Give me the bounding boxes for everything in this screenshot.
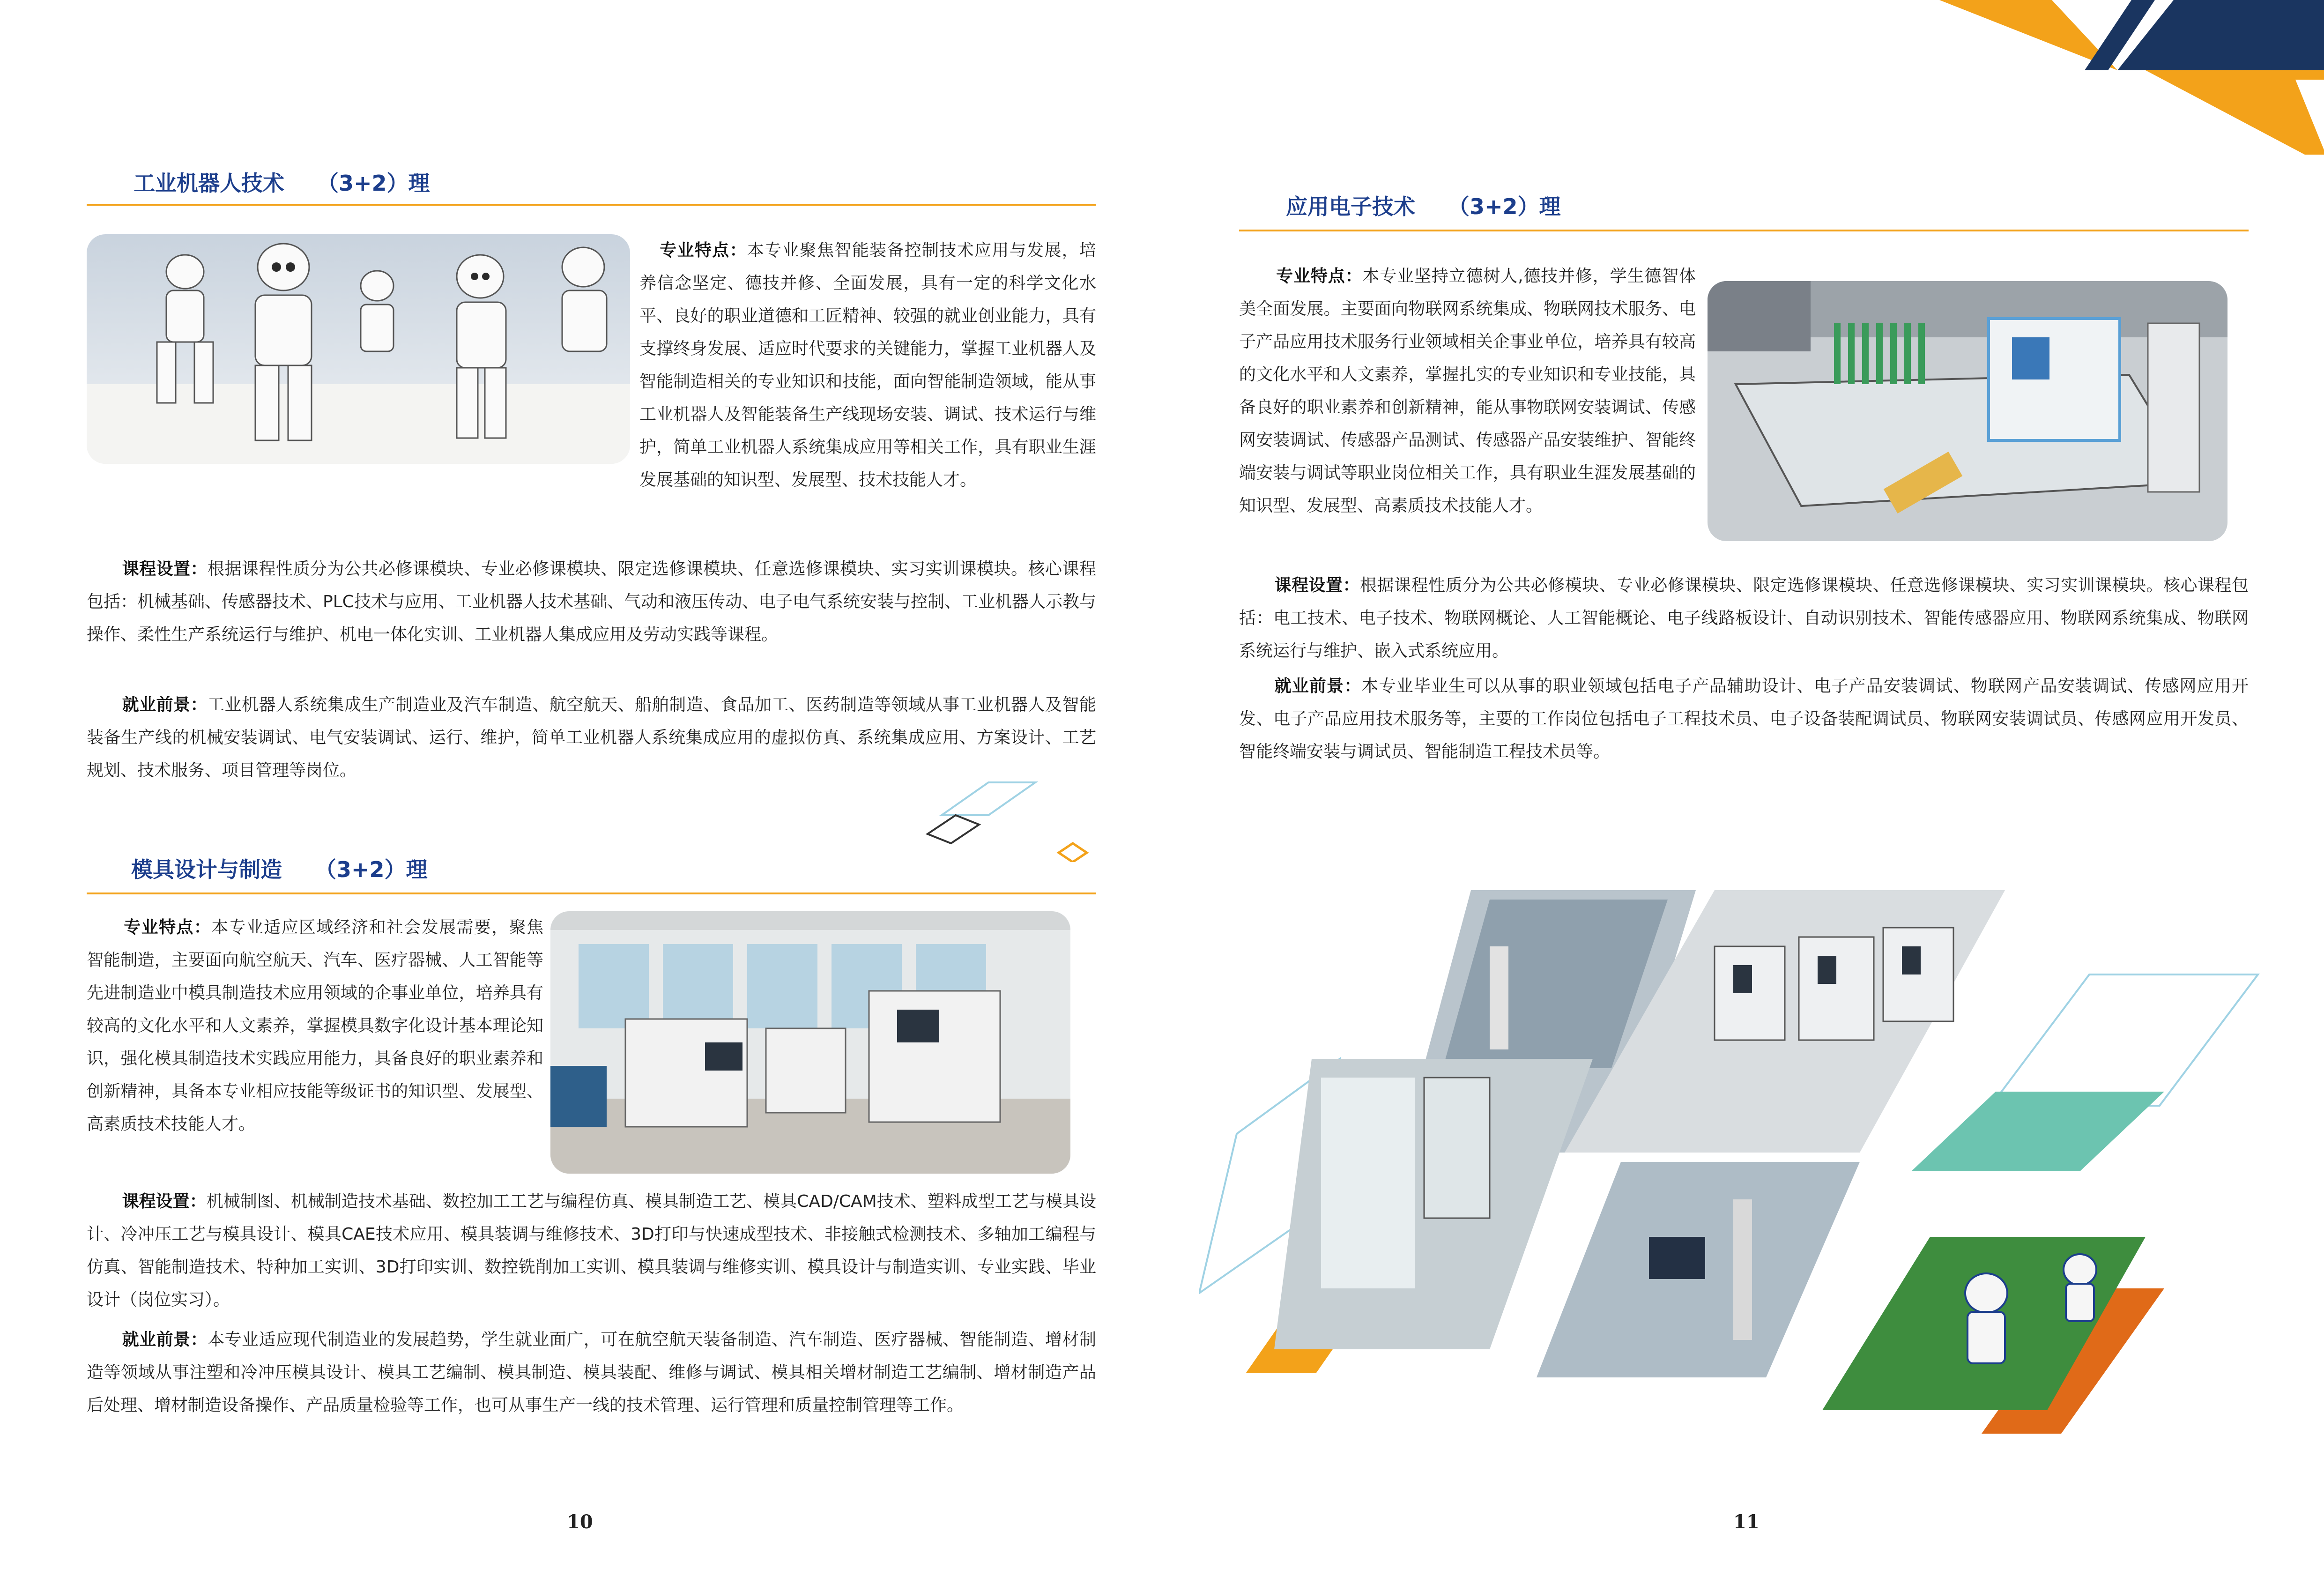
- mold-careers-text: [87, 1324, 1096, 1422]
- robot-features-paragraph: [639, 234, 1096, 497]
- label: 就业前景：: [122, 1330, 208, 1349]
- section-heading-electronics: [1286, 190, 1561, 221]
- robot-courses-paragraph: [87, 553, 1096, 651]
- label: 课程设置：: [122, 1192, 207, 1211]
- section-heading-mold: [131, 853, 428, 884]
- body: 本专业坚持立德树人,德技并修，学生德智体美全面发展。主要面向物联网系统集成、物联网技术服务、电子产品应用技术服务行业领域相关企事业单位，培养具有较高的文化水平和人文素养，掌握扎实的专业知识和专业技能，具备良好的职业素养和创新精神，能从事物联网安装调试、传感网安装调试、传感器产品测试、传感器产品安装维护、智能终端安装与调试等职业岗位相关工作，具有职业生涯发展基础的知识型、发展型、高素质技术技能人才。: [1239, 267, 1696, 515]
- heading-rule: [87, 893, 1096, 894]
- section-suffix: （3+2）理: [315, 857, 428, 882]
- mold-careers-paragraph: [87, 1324, 1096, 1422]
- body: 根据课程性质分为公共必修课模块、专业必修课模块、限定选修课模块、任意选修课模块、实习实训课模块。核心课程包括：机械基础、传感器技术、PLC技术与应用、工业机器人技术基础、气动和液压传动、电子电气系统安装与控制、工业机器人示教与操作、柔性生产系统运行与维护、机电一体化实训、工业机器人集成应用及劳动实践等课程。: [87, 559, 1096, 644]
- mold-courses-text: [87, 1185, 1096, 1317]
- mold-workshop-photo: [550, 911, 1070, 1174]
- body: 本专业聚焦智能装备控制技术应用与发展，培养信念坚定、德技并修、全面发展，具有一定的科学文化水平、良好的职业道德和工匠精神、较强的就业创业能力，具有支撑终身发展、适应时代要求的关键能力，掌握工业机器人及智能制造相关的专业知识和技能，面向智能制造领域，能从事工业机器人及智能装备生产线现场安装、调试、技术运行与维护，简单工业机器人系统集成应用等相关工作，具有职业生涯发展基础的知识型、发展型、技术技能人才。: [639, 241, 1096, 490]
- corner-decoration: [1911, 0, 2324, 155]
- label: 课程设置：: [122, 559, 208, 579]
- section-suffix: （3+2）理: [1448, 194, 1561, 219]
- page-number-left: 10: [567, 1511, 593, 1533]
- page-number-right: 11: [1733, 1511, 1760, 1533]
- label: 就业前景：: [1274, 677, 1362, 696]
- label: 就业前景：: [122, 695, 208, 714]
- electronics-courses-paragraph: [1239, 569, 2249, 668]
- body: 根据课程性质分为公共必修模块、专业必修课模块、限定选修课模块、任意选修课模块、实习实训课模块。核心课程包括：电工技术、电子技术、物联网概论、人工智能概论、电子线路板设计、自动识别技术、智能传感器应用、物联网系统集成、物联网系统运行与维护、嵌入式系统应用。: [1239, 576, 2249, 661]
- heading-rule: [1239, 230, 2249, 231]
- mold-courses-paragraph: [87, 1185, 1096, 1317]
- electronics-careers-paragraph: [1239, 670, 2249, 768]
- body: 本专业适应区域经济和社会发展需要，聚焦智能制造，主要面向航空航天、汽车、医疗器械、人工智能等先进制造业中模具制造技术应用领域的企事业单位，培养具有较高的文化水平和人文素养，掌握模具数字化设计基本理论知识，强化模具制造技术实践应用能力，具备良好的职业素养和创新精神，具备本专业相应技能等级证书的知识型、发展型、高素质技术技能人才。: [87, 918, 543, 1134]
- section-title: 工业机器人技术: [134, 171, 284, 196]
- body: 工业机器人系统集成生产制造业及汽车制造、航空航天、船舶制造、食品加工、医药制造等领域从事工业机器人及智能装备生产线的机械安装调试、电气安装调试、运行、维护，简单工业机器人系统集成应用的虚拟仿真、系统集成应用、方案设计、工艺规划、技术服务、项目管理等岗位。: [87, 695, 1096, 780]
- electronics-features-text: [1239, 260, 1696, 522]
- electronics-courses-text: [1239, 569, 2249, 668]
- section-title: 应用电子技术: [1286, 194, 1415, 219]
- robot-careers-text: [87, 689, 1096, 787]
- heading-rule: [87, 204, 1096, 206]
- section-heading-industrial-robot: [134, 166, 430, 197]
- mold-features-text: [87, 911, 543, 1141]
- body: 本专业毕业生可以从事的职业领域包括电子产品辅助设计、电子产品安装调试、物联网产品安装调试、传感网应用开发、电子产品应用技术服务等，主要的工作岗位包括电子工程技术员、电子设备装配调试员、物联网安装调试员、传感网应用开发员、智能终端安装与调试员、智能制造工程技术员等。: [1239, 677, 2249, 761]
- section-suffix: （3+2）理: [317, 171, 430, 196]
- electronics-lab-photo: [1708, 281, 2227, 541]
- electronics-careers-text: [1239, 670, 2249, 768]
- robot-careers-paragraph: [87, 689, 1096, 787]
- section-title: 模具设计与制造: [131, 857, 282, 882]
- label: 专业特点：: [660, 241, 747, 260]
- mold-features-paragraph: [87, 911, 543, 1141]
- body: 机械制图、机械制造技术基础、数控加工工艺与编程仿真、模具制造工艺、模具CAD/CAM技术、塑料成型工艺与模具设计、冷冲压工艺与模具设计、模具CAE技术应用、模具装调与维修技术、3D打印与快速成型技术、非接触式检测技术、多轴加工编程与仿真、智能制造技术、特种加工实训、3D打印实训、数控铣削加工实训、模具装调与维修实训、模具设计与制造实训、专业实践、毕业设计（岗位实习）。: [87, 1192, 1096, 1309]
- label: 专业特点：: [1276, 267, 1363, 286]
- label: 课程设置：: [1274, 576, 1360, 595]
- electronics-features-paragraph: [1239, 260, 1696, 522]
- diamond-decoration: [923, 778, 1101, 862]
- robot-features-text: [87, 234, 1096, 497]
- robot-courses-text: [87, 553, 1096, 651]
- label: 专业特点：: [124, 918, 212, 937]
- body: 本专业适应现代制造业的发展趋势，学生就业面广，可在航空航天装备制造、汽车制造、医疗器械、智能制造、增材制造等领域从事注塑和冷冲压模具设计、模具工艺编制、模具制造、模具装配、维修与调试、模具相关增材制造工艺编制、增材制造产品后处理、增材制造设备操作、产品质量检验等工作，也可从事生产一线的技术管理、运行管理和质量控制管理等工作。: [87, 1330, 1096, 1415]
- factory-collage: [1199, 881, 2286, 1462]
